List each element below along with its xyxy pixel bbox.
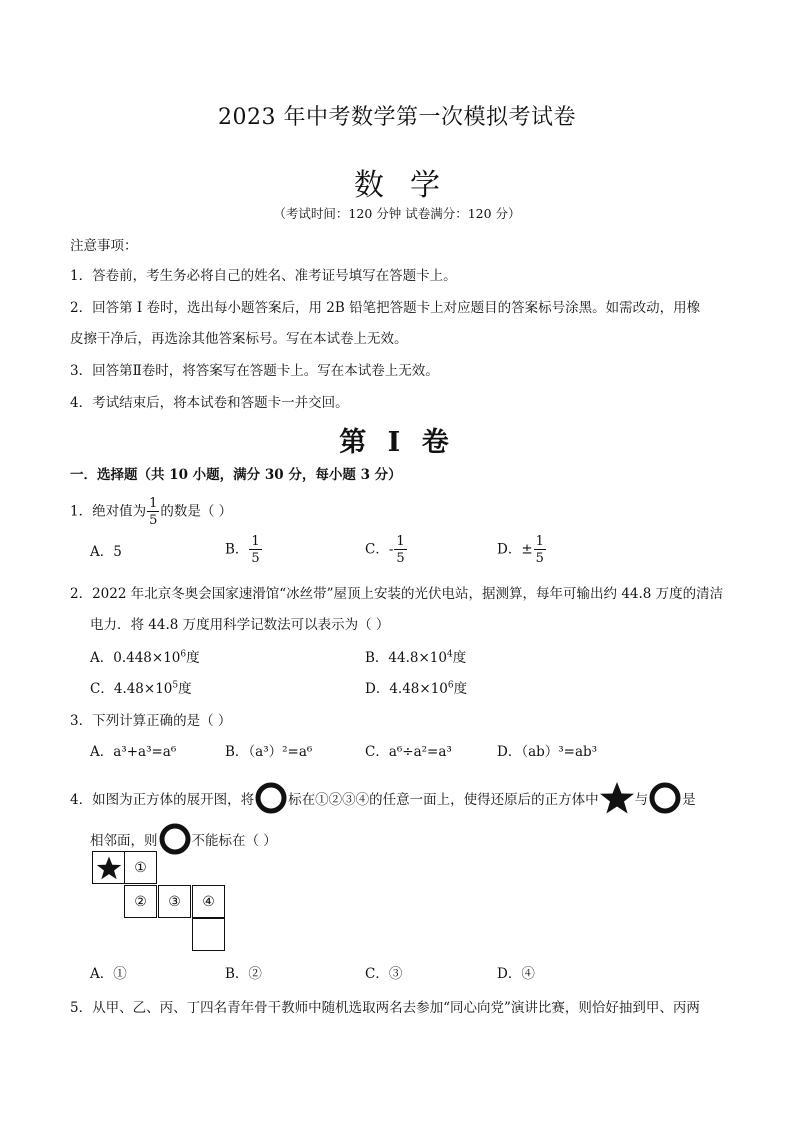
net-cell-star: [92, 851, 125, 884]
notice-item-3: 3．回答第Ⅱ卷时，将答案写在答题卡上。写在本试卷上无效。: [70, 363, 439, 379]
q4-option-c: C．③: [365, 966, 403, 982]
option-text: C．4.48×10: [90, 681, 173, 697]
frac-num: 1: [251, 534, 260, 549]
fraction-one-fifth: [534, 535, 546, 565]
q3-option-c: C．a⁶÷a²=a³: [365, 744, 452, 760]
notice-heading: 注意事项：: [70, 238, 138, 254]
q3-option-d: D．（ab）³=ab³: [497, 744, 598, 760]
part-heading: 一．选择题（共 10 小题，满分 30 分，每小题 3 分）: [70, 467, 402, 483]
star-icon: [96, 855, 122, 881]
net-cell-1: ①: [124, 851, 157, 884]
notice-item-4: 4．考试结束后，将本试卷和答题卡一并交回。: [70, 395, 349, 411]
net-cell-3: ③: [158, 885, 191, 918]
frac-den: 5: [396, 551, 405, 566]
option-label: B．: [225, 541, 249, 558]
q1-option-b: [225, 535, 263, 565]
q2-option-c: [90, 677, 192, 697]
exponent: 6: [180, 649, 187, 660]
q2-option-d: [365, 677, 467, 697]
q1-option-d: [497, 535, 547, 565]
option-text: A．0.448×10: [90, 650, 181, 666]
q2-option-a: [90, 646, 200, 666]
question-2-line-1: 2．2022 年北京冬奥会国家速滑馆“冰丝带”屋顶上安装的光伏电站，据测算，每年可输出约 44.8 万度的清洁: [70, 586, 724, 602]
q3-option-a: A．a³+a³=a⁶: [90, 744, 177, 760]
notice-item-2: 2．回答第 I 卷时，选出每小题答案后，用 2B 铅笔把答题卡上对应题目的答案标号涂黑。如需改动，用橡: [70, 300, 701, 316]
option-label: C．-: [365, 541, 394, 558]
option-label: D．±: [497, 541, 533, 558]
exponent: 4: [446, 649, 453, 660]
q4-option-b: B．②: [225, 966, 262, 982]
option-text: B．44.8×10: [365, 650, 447, 666]
question-4-line-1: [70, 780, 696, 816]
exam-title: 2023 年中考数学第一次模拟考试卷: [218, 105, 576, 130]
unit: 度: [178, 681, 192, 697]
question-2-line-2: 电力．将 44.8 万度用科学记数法可以表示为（ ）: [90, 617, 390, 633]
frac-den: 5: [251, 551, 260, 566]
fraction-one-fifth: [147, 497, 159, 527]
unit: 度: [186, 650, 200, 666]
q4-option-d: D．④: [497, 966, 535, 982]
subject-title: 数学: [354, 168, 466, 203]
star-icon: [599, 780, 635, 816]
q4-text: 相邻面，则: [90, 833, 158, 849]
q2-option-b: [365, 646, 466, 666]
q4-text: 4．如图为正方体的展开图，将: [70, 792, 255, 808]
net-cell-4: ④: [192, 885, 225, 918]
notice-item-1: 1．答卷前，考生务必将自己的姓名、准考证号填写在答题卡上。: [70, 268, 457, 284]
section-title: 第 I 卷: [339, 427, 455, 458]
exponent: 5: [172, 680, 179, 691]
q1-suffix: 的数是（ ）: [160, 503, 233, 520]
q4-text: 是: [682, 792, 696, 808]
cube-net-figure: [92, 851, 232, 961]
exponent: 6: [447, 680, 454, 691]
time-info: （考试时间：120 分钟 试卷满分：120 分）: [273, 206, 521, 221]
q4-text: 与: [634, 792, 649, 808]
q1-option-a: A．5: [90, 544, 122, 560]
frac-num: 1: [396, 534, 405, 549]
net-cell-blank: [192, 918, 225, 951]
fraction-one-fifth: [249, 535, 261, 565]
frac-num: 1: [149, 496, 158, 511]
q1-prefix: 1．绝对值为: [70, 503, 147, 520]
unit: 度: [452, 650, 467, 666]
question-5-line-1: 5．从甲、乙、丙、丁四名青年骨干教师中随机选取两名去参加“同心向党”演讲比赛，则恰好抽到甲、丙两: [70, 1000, 700, 1016]
frac-num: 1: [535, 534, 544, 549]
q4-option-a: A．①: [90, 966, 127, 982]
q3-option-b: B．（a³）²=a⁶: [225, 744, 313, 760]
notice-item-2-cont: 皮擦干净后，再选涂其他答案标号。写在本试卷上无效。: [70, 331, 408, 347]
frac-den: 5: [149, 513, 158, 528]
frac-den: 5: [535, 551, 544, 566]
q4-text: 不能标在（ ）: [191, 833, 277, 849]
question-1-stem: [70, 497, 232, 527]
option-text: D．4.48×10: [365, 681, 448, 697]
q4-text: 标在①②③④的任意一面上，使得还原后的正方体中: [288, 792, 599, 808]
question-3-stem: 3．下列计算正确的是（ ）: [70, 713, 232, 729]
q1-option-c: [365, 535, 408, 565]
net-cell-2: ②: [124, 885, 157, 918]
circle-icon: [648, 781, 682, 815]
fraction-one-fifth: [394, 535, 406, 565]
circle-icon: [254, 781, 288, 815]
unit: 度: [453, 681, 468, 697]
